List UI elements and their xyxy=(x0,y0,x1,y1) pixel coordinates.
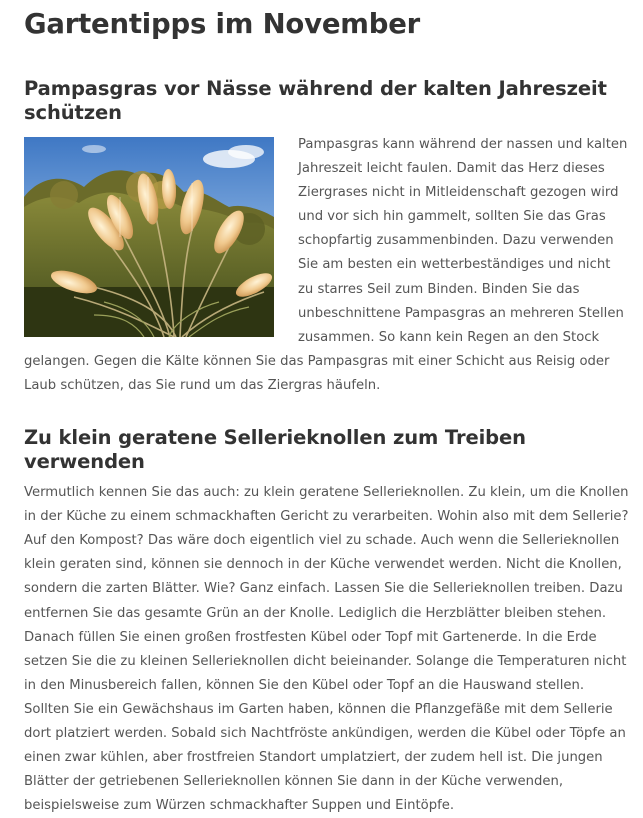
section-heading-sellerie: Zu klein geratene Sellerieknollen zum Treiben verwenden xyxy=(24,426,526,474)
section-paragraph-sellerie: Vermutlich kennen Sie das auch: zu klein geratene Sellerieknollen. Zu klein, um die Knollen in der Küche zu einem schmackhaften Gericht zu verarbeiten. Wohin also mit dem Sellerie? Auf den Kompost? Das wäre doch eigentlich viel zu schade. Auch wenn die Sellerieknollen klein geraten sind, können sie dennoch in der Küche verwendet werden. Nicht die Knollen, sondern die zarten Blätter. Wie? Ganz einfach. Lassen Sie die Sellerieknollen treiben. Dazu entfernen Sie das gesamte Grün an der Knolle. Lediglich die Herzblätter bleiben stehen. Danach füllen Sie einen großen frostfesten Kübel oder Topf mit Gartenerde. In die Erde setzen Sie die zu kleinen Sellerieknollen dicht beieinander. Solange die Temperaturen nicht in den Minusbereich fallen, können Sie den Kübel oder Topf an die Hauswand stellen. Sollten Sie ein Gewächshaus im Garten haben, können die Pflanzgefäße mit dem Sellerie dort platziert werden. Sobald sich Nachtfröste ankündigen, werden die Kübel oder Töpfe an einen zwar kühlen, aber frostfreien Standort umplatziert, der zudem hell ist. Die jungen Blätter der getriebenen Sellerieknollen können Sie dann in der Küche verwenden, beispielsweise zum Würzen schmackhafter Suppen und Eintöpfe. xyxy=(24,485,629,814)
section-heading-pampasgras: Pampasgras vor Nässe während der kalten Jahreszeit schützen xyxy=(24,77,607,124)
section-text-pampasgras xyxy=(24,133,629,398)
pampas-grass-photo xyxy=(24,137,274,337)
section-paragraph-pampasgras: Pampasgras kann während der nassen und kalten Jahreszeit leicht faulen. Damit das Herz dieses Ziergrases nicht in Mitleidenschaft gezogen wird und vor sich hin gammelt, sollten Sie das Gras schopfartig zusammenbinden. Dazu verwenden Sie am besten ein wetterbeständiges und nicht zu starres Seil zum Binden. Binden Sie das unbeschnittene Pampasgras an mehreren Stellen zusammen. So kann kein Regen an den Stock gelangen. Gegen die Kälte können Sie das Pampasgras mit einer Schicht aus Reisig oder Laub schützen, das Sie rund um das Ziergras häufeln. xyxy=(24,137,628,393)
article xyxy=(24,0,629,818)
page-title: Gartentipps im November xyxy=(24,8,421,40)
